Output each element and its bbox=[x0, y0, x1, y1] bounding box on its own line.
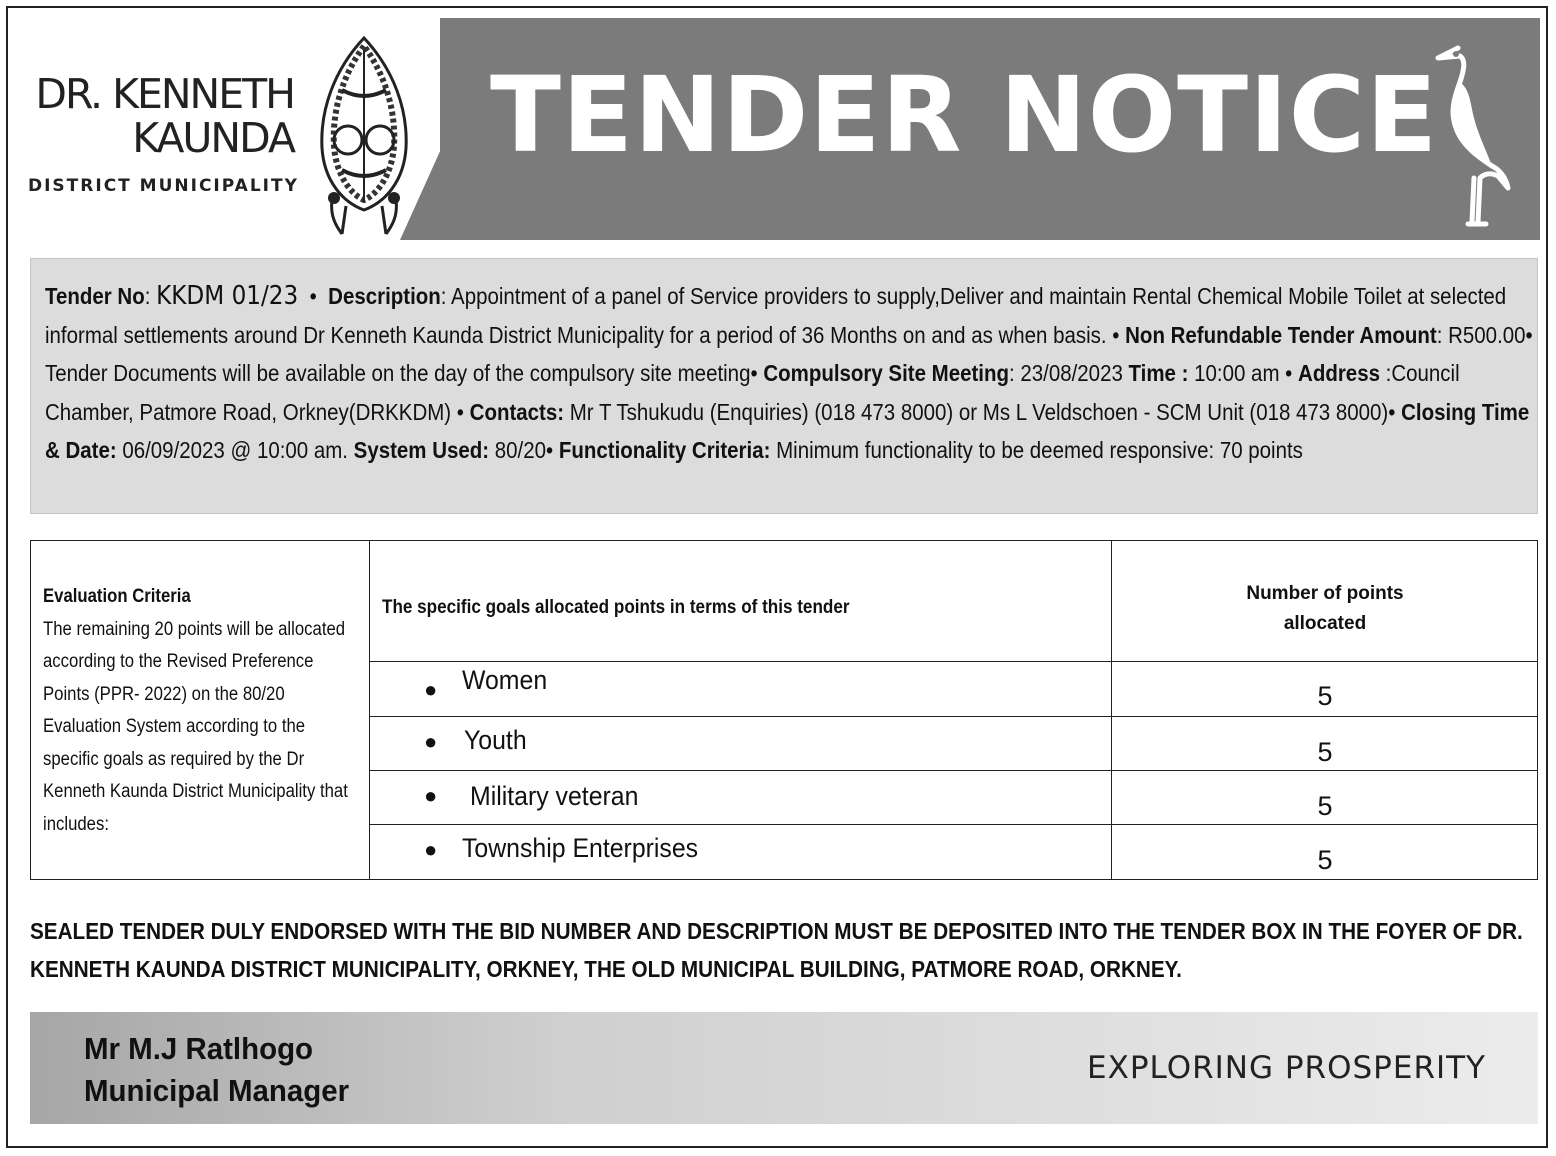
org-name bbox=[28, 72, 294, 160]
goal-label: Youth bbox=[464, 725, 527, 755]
table-row bbox=[370, 771, 1538, 825]
signatory-position: Municipal Manager bbox=[84, 1073, 350, 1108]
contacts-label: Contacts: bbox=[469, 398, 565, 425]
table-row bbox=[370, 717, 1538, 771]
goal-label: Military veteran bbox=[470, 781, 639, 811]
amount: R500.00 bbox=[1448, 321, 1526, 348]
points-header bbox=[1112, 541, 1538, 662]
contacts-value: Mr T Tshukudu (Enquiries) (018 473 8000) or Ms L Veldschoen - SCM Unit (018 473 8000) bbox=[569, 398, 1389, 425]
description: Appointment of a panel of Service providers to supply,Deliver and maintain Rental Chemical Mobile Toilet at selected informal settlements around Dr Kenneth Kaunda District Municipality for a period of 36 Months on and as when basis. bbox=[45, 283, 1507, 348]
tender-no-label: Tender No bbox=[45, 283, 145, 309]
goal-label: Township Enterprises bbox=[462, 833, 699, 863]
evaluation-criteria-cell bbox=[31, 541, 360, 879]
table-row bbox=[370, 825, 1538, 879]
evaluation-heading: Evaluation Criteria bbox=[43, 586, 191, 607]
org-subtitle: DISTRICT MUNICIPALITY bbox=[28, 176, 299, 196]
goal-points: 5 bbox=[1317, 791, 1333, 821]
functionality-label: Functionality Criteria: bbox=[558, 437, 771, 463]
bullet-icon: ● bbox=[424, 729, 438, 754]
bullet-icon: ● bbox=[424, 783, 438, 808]
closing-value: 06/09/2023 @ 10:00 am. bbox=[122, 437, 348, 463]
column-separator bbox=[359, 541, 370, 879]
address-value: :Council Chamber, Patmore Road, Orkney(DRKKDM) bbox=[45, 360, 1460, 425]
closing-label: Closing Time & Date: bbox=[45, 398, 1530, 463]
system-value: 80/20 bbox=[494, 437, 546, 463]
site-meeting-date: 23/08/2023 bbox=[1020, 360, 1123, 386]
goal-points: 5 bbox=[1317, 845, 1333, 875]
deposit-notice bbox=[30, 912, 1540, 988]
page-title: TENDER NOTICE bbox=[490, 54, 1439, 176]
system-label: System Used: bbox=[353, 437, 490, 463]
goals-header bbox=[370, 541, 1112, 662]
goals-grid bbox=[370, 541, 1538, 879]
goal-label: Women bbox=[462, 665, 548, 695]
org-name-line1: DR. KENNETH bbox=[35, 70, 294, 118]
time-value: 10:00 am bbox=[1194, 360, 1280, 386]
heron-icon bbox=[1420, 38, 1520, 238]
municipal-crest-icon bbox=[312, 30, 416, 240]
bullet-icon: ● bbox=[424, 677, 438, 702]
slogan: EXPLORING PROSPERITY bbox=[1087, 1050, 1486, 1086]
description-label: Description bbox=[328, 283, 441, 309]
signatory-name: Mr M.J Ratlhogo bbox=[84, 1031, 314, 1066]
time-label: Time : bbox=[1128, 360, 1189, 386]
org-name-line2: KAUNDA bbox=[132, 114, 294, 162]
footer-band bbox=[30, 1012, 1538, 1124]
address-label: Address bbox=[1298, 360, 1380, 386]
tender-no: KKDM 01/23 bbox=[156, 281, 299, 311]
evaluation-table bbox=[30, 540, 1538, 880]
deposit-notice-text: SEALED TENDER DULY ENDORSED WITH THE BID NUMBER AND DESCRIPTION MUST BE DEPOSITED INTO THE TENDER BOX IN THE FOYER OF DR. KENNETH KAUNDA DISTRICT MUNICIPALITY, ORKNEY, THE OLD MUNICIPAL BUILDING, PATMORE ROAD, ORKNEY. bbox=[30, 918, 1523, 982]
goal-points: 5 bbox=[1317, 737, 1333, 767]
bullet-icon: ● bbox=[424, 837, 438, 862]
goal-points: 5 bbox=[1317, 681, 1333, 711]
signatory bbox=[84, 1028, 349, 1112]
table-row bbox=[370, 661, 1538, 717]
evaluation-text: The remaining 20 points will be allocated according to the Revised Preference Points (PPR- 2022) on the 80/20 Evaluation System according to the specific goals as required by the Dr Kenneth Kaunda District Municipality that includes: bbox=[43, 618, 348, 835]
documents-note: Tender Documents will be available on the day of the compulsory site meeting bbox=[45, 360, 751, 386]
points-header-label: Number of points allocated bbox=[1246, 583, 1404, 634]
tender-details: Tender No: KKDM 01/23 • Description: Appointment of a panel of Service providers to supply,Deliver and maintain Rental Chemical Mobile Toilet at selected informal settlements around Dr Kenneth Kaunda District Municipality for a period of 36 Months on and as when basis. • Non Refundable Tender Amount: R500.00• Tender Documents will be available on the day of the compulsory site meeting• Compulsory Site Meeting: 23/08/2023 Time : 10:00 am • Address :Council Chamber, Patmore Road, Orkney(DRKKDM) • Contacts: Mr T Tshukudu (Enquiries) (018 473 8000) or Ms L Veldschoen - SCM Unit (018 473 8000)• Closing Time & Date: 06/09/2023 @ 10:00 am. System Used: 80/20• Functionality Criteria: Minimum functionality to be deemed responsive: 70 points bbox=[30, 258, 1538, 514]
site-meeting-label: Compulsory Site Meeting bbox=[763, 360, 1010, 386]
amount-label: Non Refundable Tender Amount bbox=[1125, 321, 1437, 348]
goals-header-label: The specific goals allocated points in terms of this tender bbox=[382, 597, 850, 618]
functionality-value: Minimum functionality to be deemed responsive: 70 points bbox=[776, 437, 1303, 463]
